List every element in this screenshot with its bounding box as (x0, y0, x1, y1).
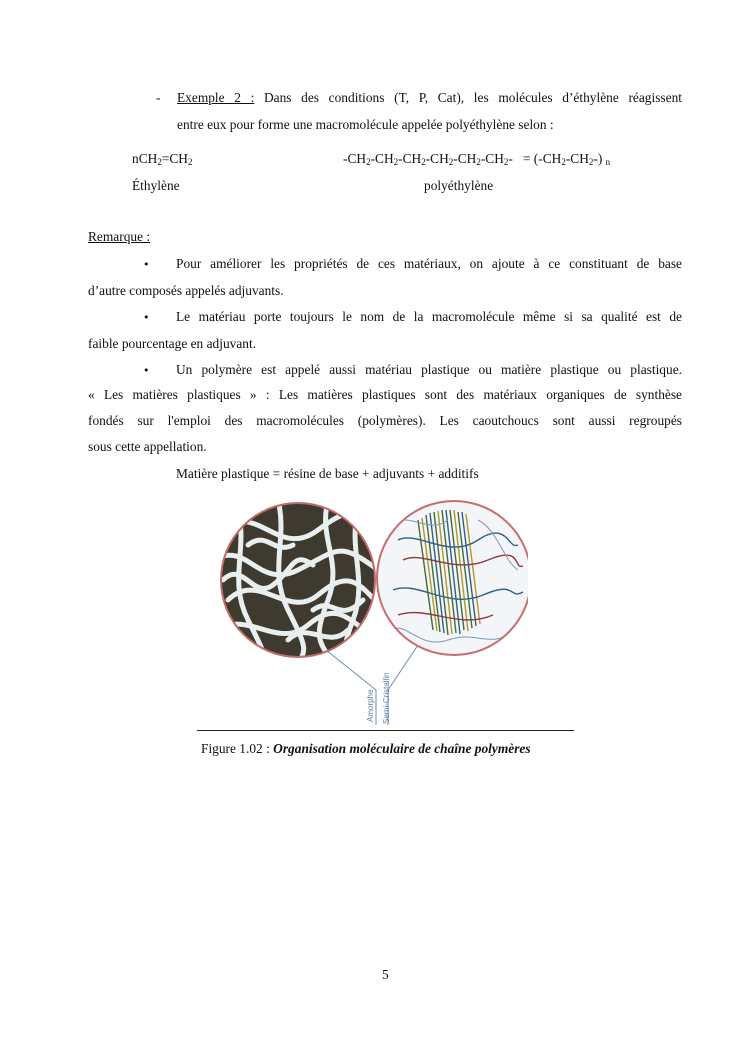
paragraph-line-1: « Les matières plastiques » : Les matières plastiques sont des matériaux organiques de synthèse (88, 387, 682, 402)
subscript: 2 (366, 157, 371, 167)
paragraph-line-2: fondés sur l'emploi des macromolécules (polymères). Les caoutchoucs sont aussi regroupés (88, 413, 682, 428)
plastic-equation: Matière plastique = résine de base + adjuvants + additifs (176, 466, 479, 481)
remarque-title: Remarque : (88, 229, 151, 244)
bullet-icon: • (143, 311, 150, 324)
reactant-name: Éthylène (132, 178, 180, 193)
bullet-3-line-1: Un polymère est appelé aussi matériau plastique ou matière plastique ou plastique. (176, 362, 682, 377)
subscript-n: n (605, 157, 611, 167)
bullet-icon: • (143, 364, 150, 377)
page-number: 5 (382, 967, 389, 982)
connector-line (326, 650, 376, 690)
exemple-line-1 (177, 90, 682, 106)
product-name: polyéthylène (424, 178, 494, 193)
semi-cristallin-label: Semi-Cristallin (382, 672, 391, 724)
chain-unit: -CH (453, 151, 477, 166)
subscript: 2 (157, 157, 162, 167)
chain-unit: -CH (343, 151, 367, 166)
reactant-formula (132, 151, 192, 167)
polymer-organisation-figure (218, 500, 528, 730)
subscript: 2 (187, 157, 193, 167)
list-dash: - (156, 90, 161, 105)
amorphous-circle (218, 500, 388, 670)
connector-line (388, 645, 418, 690)
caption-title: Organisation moléculaire de chaîne polymères (273, 741, 531, 756)
caption-prefix: Figure 1.02 : (201, 741, 274, 756)
chain-unit: -CH (398, 151, 422, 166)
reactant-n: nCH (132, 151, 158, 166)
bullet-1-line-1: Pour améliorer les propriétés de ces matériaux, on ajoute à ce constituant de base (176, 256, 682, 271)
product-formula: $-CH_2-CH_2-CH_2-CH_2-CH_2-CH_2- = (-CH_2-CH_2-)$ $_n$ (343, 151, 611, 167)
figure-caption (201, 741, 531, 757)
subscript: 2 (503, 157, 509, 167)
amorphe-label: Amorphe (366, 689, 375, 722)
subscript: 2 (588, 157, 594, 167)
exemple-label: Exemple 2 : (177, 90, 255, 105)
subscript: 2 (476, 157, 481, 167)
exemple-text-1: Dans des conditions (T, P, Cat), les molécules d’éthylène réagissent (254, 90, 682, 105)
bullet-1-line-2: d’autre composés appelés adjuvants. (88, 283, 284, 298)
subscript: 2 (448, 157, 454, 167)
chain-unit: -CH (565, 151, 589, 166)
bullet-icon: • (143, 258, 150, 271)
subscript: 2 (561, 157, 566, 167)
chain-unit: -CH (425, 151, 449, 166)
subscript: 2 (421, 157, 426, 167)
product-eq: = (-CH (522, 151, 562, 166)
bullet-2-line-1: Le matériau porte toujours le nom de la macromolécule même si sa qualité est de (176, 309, 682, 324)
subscript: 2 (393, 157, 399, 167)
semi-crystalline-circle (376, 500, 528, 656)
paragraph-line-3: sous cette appellation. (88, 439, 207, 454)
bullet-2-line-2: faible pourcentage en adjuvant. (88, 336, 257, 351)
exemple-line-2: entre eux pour forme une macromolécule appelée polyéthylène selon : (177, 117, 554, 132)
reactant-rest: =CH (161, 151, 188, 166)
figure-rule (197, 730, 574, 731)
chain-unit: -CH (480, 151, 504, 166)
chain-unit: -CH (370, 151, 394, 166)
